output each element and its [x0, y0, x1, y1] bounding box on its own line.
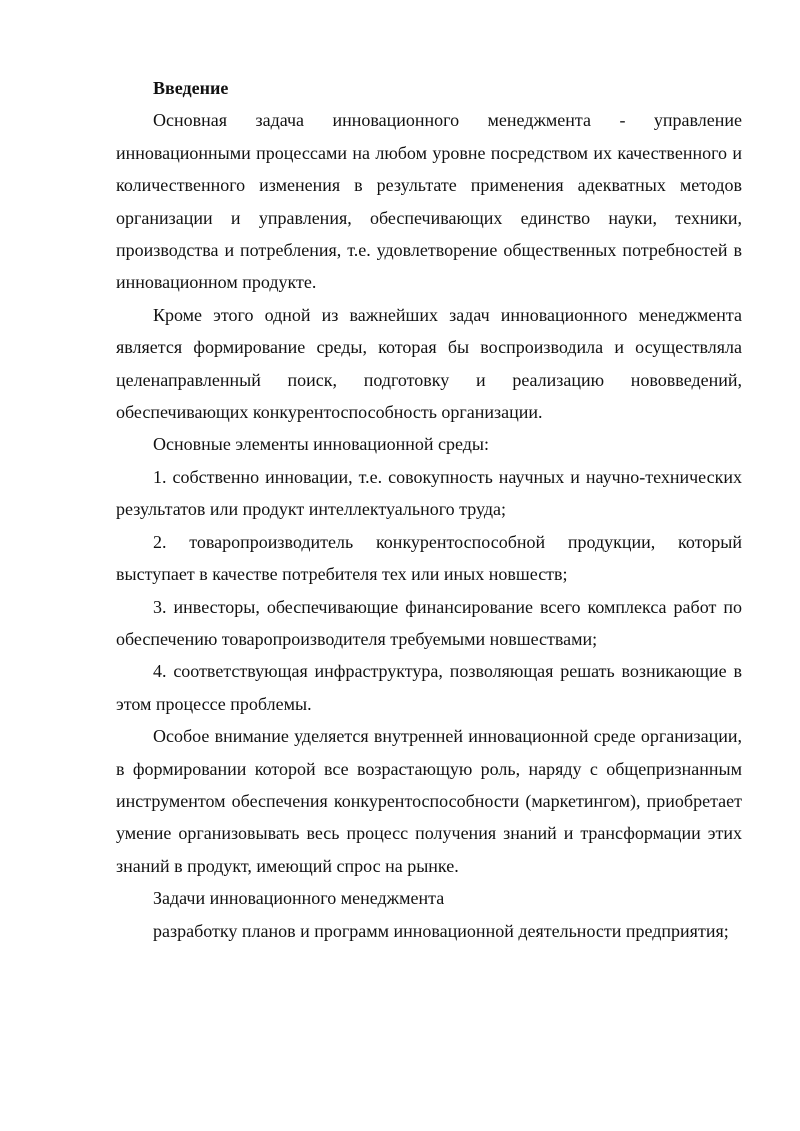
paragraph-main-task: Основная задача инновационного менеджмента - управление инновационными процессами на любом уровне посредством их качественного и количественного изменения в результате применения адекватных методов организации и управления, обеспечивающих единство науки, техники, производства и потребления, т.е. удовлетворение общественных потребностей в инновационном продукте.	[116, 110, 742, 293]
list-item-producer: 2. товаропроизводитель конкурентоспособной продукции, который выступает в качестве потребителя тех или иных новшеств;	[116, 531, 742, 585]
paragraph-elements-intro: Основные элементы инновационной среды:	[153, 434, 489, 455]
list-item-investors: 3. инвесторы, обеспечивающие финансирование всего комплекса работ по обеспечению товаропроизводителя требуемыми новшествами;	[116, 596, 742, 649]
list-item-infrastructure: 4. соответствующая инфраструктура, позволяющая решать возникающие в этом процессе проблемы.	[116, 661, 742, 714]
paragraph-environment: Кроме этого одной из важнейших задач инновационного менеджмента является формирование среды, которая бы воспроизводила и осуществляла целенаправленный поиск, подготовку и реализацию нововведений, обеспечивающих конкурентоспособность организации.	[116, 304, 742, 423]
document-body	[116, 72, 742, 947]
list-item-innovations: 1. собственно инновации, т.е. совокупность научных и научно-технических результатов или продукт интеллектуального труда;	[116, 466, 742, 520]
paragraph-plans: разработку планов и программ инновационной деятельности предприятия;	[153, 920, 729, 941]
paragraph-tasks-heading: Задачи инновационного менеджмента	[153, 888, 445, 909]
section-heading: Введение	[153, 78, 229, 98]
paragraph-internal-environment: Особое внимание уделяется внутренней инновационной среде организации, в формировании которой все возрастающую роль, наряду с общепризнанным инструментом обеспечения конкурентоспособности (маркетингом), приобретает умение организовывать весь процесс получения знаний и трансформации этих знаний в продукт, имеющий спрос на рынке.	[116, 726, 742, 876]
